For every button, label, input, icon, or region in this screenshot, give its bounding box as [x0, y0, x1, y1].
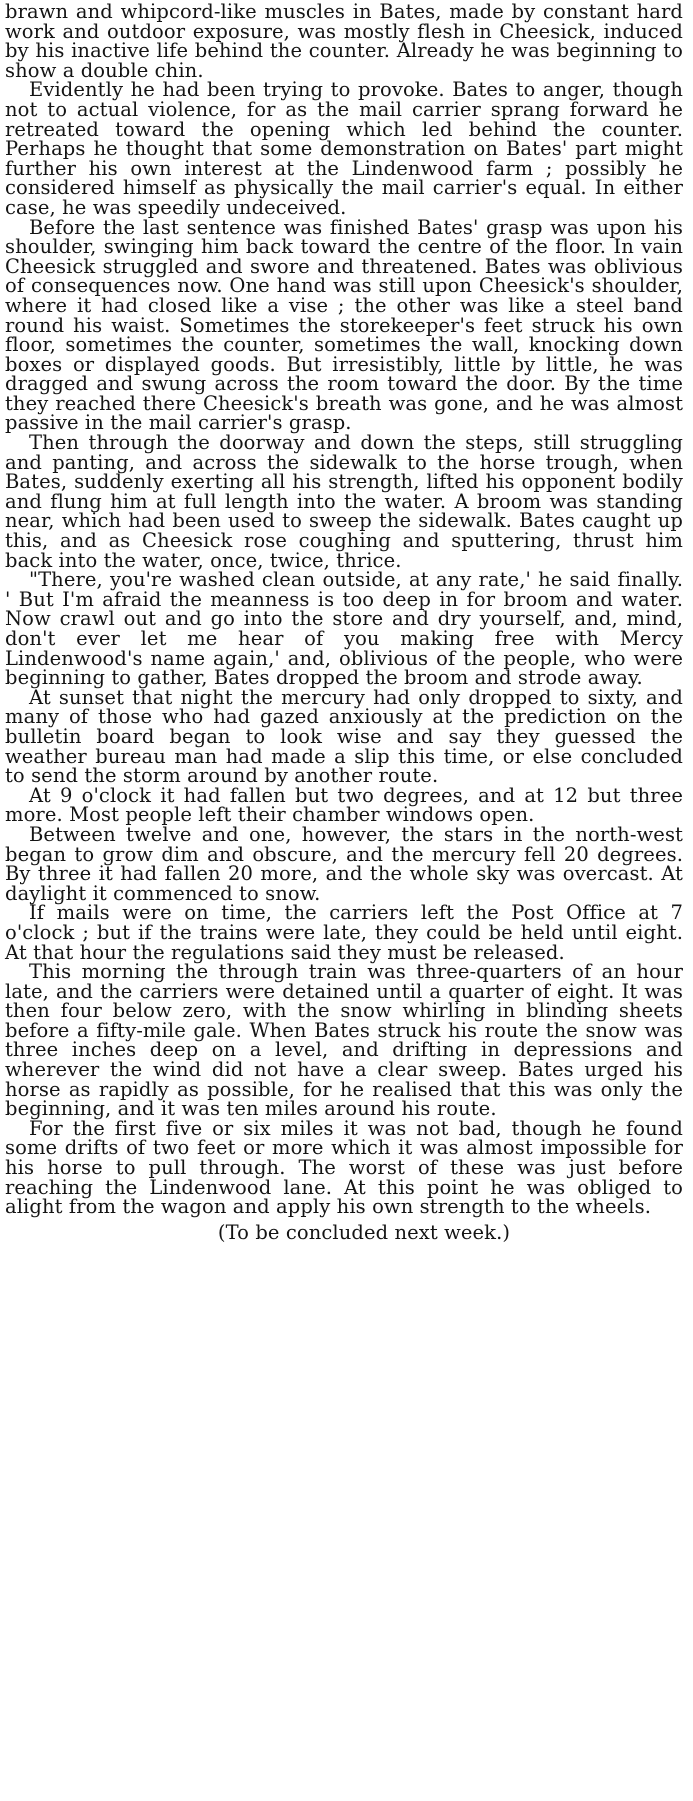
paragraph-3: Before the last sentence was finished Bates' grasp was upon his shoulder, swinging him back toward the centre of the floor. In vain Cheesick struggled and swore and threatened. Bates was oblivious of consequences now. One hand was still upon Cheesick's shoulder, where it had closed like a vise ; the other was like a steel band round his waist. Sometimes the storekeeper's feet struck his own floor, sometimes the counter, sometimes the wall, knocking down boxes or displayed goods. But irresistibly, little by little, he was dragged and swung across the room toward the door. By the time they reached there Cheesick's breath was gone, and he was almost passive in the mail carrier's grasp. — [5, 215, 683, 435]
paragraph-5: "There, you're washed clean outside, at any rate,' he said finally. ' But I'm afraid the meanness is too deep in for broom and water. Now crawl out and go into the store and dry yourself, and, mind, don't ever let me hear of you making free with Mercy Lindenwood's name again,' and, oblivious of the people, who were beginning to gather, Bates dropped the broom and strode away. — [5, 568, 683, 690]
paragraph-2: Evidently he had been trying to provoke. Bates to anger, though not to actual violence, for as the mail carrier sprang forward he retreated toward the opening which led behind the counter. Perhaps he thought that some demonstration on Bates' part might further his own interest at the Lindenwood farm ; possibly he considered himself as physically the mail carrier's equal. In either case, he was speedily undeceived. — [5, 78, 683, 219]
paragraph-1: brawn and whipcord-like muscles in Bates, made by constant hard work and outdoor exposure, was mostly flesh in Cheesick, induced by his inactive life behind the counter. Already he was beginning to show a double chin. — [5, 0, 683, 82]
paragraph-10: This morning the through train was three-quarters of an hour late, and the carriers were detained until a quarter of eight. It was then four below zero, with the snow whirling in blinding sheets before a fifty-mile gale. When Bates struck his route the snow was three inches deep on a level, and drifting in depressions and wherever the wind did not have a clear sweep. Bates urged his horse as rapidly as possible, for he realised that this was only the beginning, and it was ten miles around his route. — [5, 960, 683, 1121]
paragraph-9: If mails were on time, the carriers left the Post Office at 7 o'clock ; but if the trains were late, they could be held until eight. At that hour the regulations said they must be released. — [5, 901, 683, 964]
paragraph-11: For the first five or six miles it was not bad, though he found some drifts of two feet or more which it was almost impossible for his horse to pull through. The worst of these was just before reaching the Lindenwood lane. At this point he was obliged to alight from the wagon and apply his own strength to the wheels. — [5, 1116, 683, 1219]
paragraph-6: At sunset that night the mercury had only dropped to sixty, and many of those who had gazed anxiously at the prediction on the bulletin board began to look wise and say they guessed the weather bureau man had made a slip this time, or else concluded to send the storm around by another route. — [5, 685, 683, 788]
paragraph-8: Between twelve and one, however, the stars in the north-west began to grow dim and obscure, and the mercury fell 20 degrees. By three it had fallen 20 more, and the whole sky was overcast. At daylight it commenced to snow. — [5, 822, 683, 905]
paragraph-7: At 9 o'clock it had fallen but two degrees, and at 12 but three more. Most people left their chamber windows open. — [5, 783, 683, 827]
paragraph-4: Then through the doorway and down the steps, still struggling and panting, and across the sidewalk to the horse trough, when Bates, suddenly exerting all his strength, lifted his opponent bodily and flung him at full length into the water. A broom was standing near, which had been used to sweep the sidewalk. Bates caught up this, and as Cheesick rose coughing and sputtering, thrust him back into the water, once, twice, thrice. — [5, 431, 683, 572]
continuation-note: (To be concluded next week.) — [217, 1220, 511, 1244]
